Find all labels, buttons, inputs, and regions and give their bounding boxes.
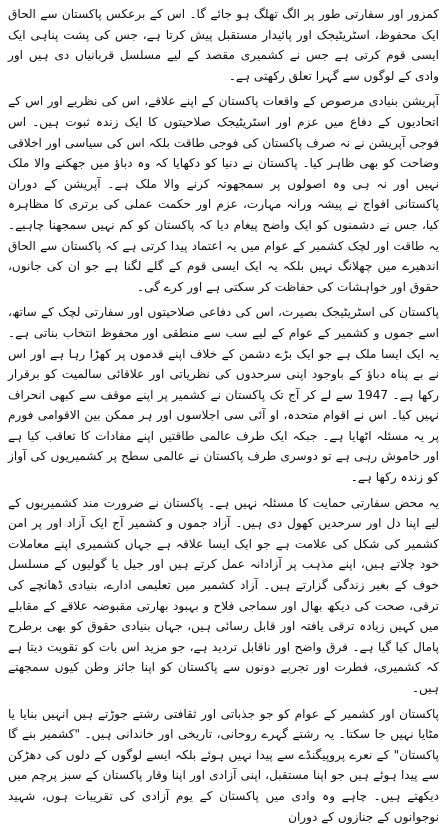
article-paragraph: پاکستان کی اسٹریٹیجک بصیرت، اس کی دفاعی صلاحیتوں اور سفارتی لچک کے ساتھ، اسے جموں و کشمیر کے عوام کے لیے سب سے منطقی اور محفوظ انتخاب بناتی ہے۔ یہ ایک ایسا ملک ہے جو ایک بڑے دشمن کے خلاف اپنے قدموں پر کھڑا رہا ہے اور اس نے بے پناہ دباؤ کے باوجود اپنی سرحدوں کی نظریاتی اور علاقائی سالمیت کو برقرار رکھا ہے۔ 1947 سے لے کر آج تک پاکستان نے کشمیر پر اپنے موقف سے کبھی انحراف نہیں کیا۔ اس نے اقوام متحدہ، او آئی سی اجلاسوں اور ہر ممکن بین الاقوامی فورم پر یہ مسئلہ اٹھایا ہے۔ جبکہ ایک طرف عالمی طاقتیں اپنے مفادات کا تعاقب کیا ہے اور خاموش رہی ہے تو دوسری طرف پاکستان نے عالمی سطح پر کشمیریوں کی آواز کو زندہ رکھا ہے۔ — [8, 305, 439, 485]
article-paragraph: پاکستان اور کشمیر کے عوام کو جو جذباتی اور ثقافتی رشتے جوڑتے ہیں انہیں بنایا یا مٹایا نہیں جا سکتا۔ یہ رشتے گہرے روحانی، تاریخی اور خاندانی ہیں۔ "کشمیر بنے گا پاکستان" کے نعرے پروپیگنڈے سے پیدا نہیں ہوئے بلکہ ایسے لوگوں کے دلوں کی دھڑکن سے پیدا ہوئے ہیں جو اپنا مستقبل، اپنی آزادی اور اپنا وقار پاکستان کے سبز پرچم میں دیکھتے ہیں۔ چاہے وہ وادی میں پاکستان کے یوم آزادی کی تقریبات ہوں، شہید نوجوانوں کے جنازوں کے دوران — [8, 706, 439, 824]
article-paragraph: یہ محض سفارتی حمایت کا مسئلہ نہیں ہے۔ پاکستان نے ضرورت مند کشمیریوں کے لیے اپنا دل اور سرحدیں کھول دی ہیں۔ آزاد جموں و کشمیر آج ایک آزاد اور پر امن کشمیر کی شکل کی علامت ہے جو ایک ایسا علاقہ ہے جہاں کشمیری اپنے معاملات خود چلاتے ہیں، اپنے مذہب پر آزادانہ عمل کرتے ہیں اور جیل یا گولیوں کے مسلسل خوف کے بغیر زندگی گزارتے ہیں۔ آزاد کشمیر میں تعلیمی ادارے، بنیادی ڈھانچے کی ترقی، صحت کی دیکھ بھال اور سماجی فلاح و بہبود بھارتی مقبوضہ علاقے کے مقابلے میں کہیں زیادہ ترقی یافتہ اور قابل رسائی ہیں، جہاں بنیادی حقوق کو بھی برطرح پامال کیا گیا ہے۔ فرق واضح اور ناقابل تردید ہے، جو مزید اس بات کو تقویت دیتا ہے کہ کشمیری، فطرت اور تجربے دونوں سے پاکستان کو اپنا جائز وطن کیوں سمجھتے ہیں۔ — [8, 495, 439, 695]
article-paragraph: آپریشن بنیادی مرصوص کے واقعات پاکستان کے اپنے علاقے، اس کی نظریے اور اس کے اتحادیوں کے دفاع میں عزم اور اسٹریٹیجک صلاحیتوں کا ایک زندہ ثبوت ہیں۔ اس فوجی آپریشن نے نہ صرف پاکستان کی فوجی طاقت بلکہ اس کی سیاسی اور اخلاقی وضاحت کو بھی ظاہر کیا۔ پاکستان نے دنیا کو دکھایا کہ وہ دباؤ میں جھکنے والا ملک نہیں اور نہ ہی وہ اصولوں پر سمجھوتہ کرنے والا ملک ہے۔ آپریشن کے دوران پاکستانی افواج نے پیشہ ورانہ مہارت، عزم اور حکمت عملی کی برتری کا مظاہرہ کیا، جس نے دشمنوں کو ایک واضح پیغام دیا کہ پاکستان کو کم نہیں سمجھنا چاہیے۔ یہ طاقت اور لچک کشمیر کے عوام میں یہ اعتماد پیدا کرتی ہے کہ پاکستان سے الحاق اندھیرے میں چھلانگ نہیں بلکہ یہ ایک ایسی قوم کے گلے لگنا ہے جو ان کی جانوں، حقوق اور خواہشات کی حفاظت کر سکتی ہے اور کرے گی۔ — [8, 94, 439, 294]
article-paragraph: کمزور اور سفارتی طور پر الگ تھلگ ہو جائے گا۔ اس کے برعکس پاکستان سے الحاق ایک محفوظ، اسٹریٹیجک اور پائیدار مستقبل پیش کرتا ہے، جس کی پشت پناہی ایک ایسی قوم کرتی ہے جس نے کشمیری مقصد کے لیے مسلسل قربانیاں دی ہیں اور وادی کے لوگوں سے گہرا تعلق رکھتی ہے۔ — [8, 7, 439, 83]
